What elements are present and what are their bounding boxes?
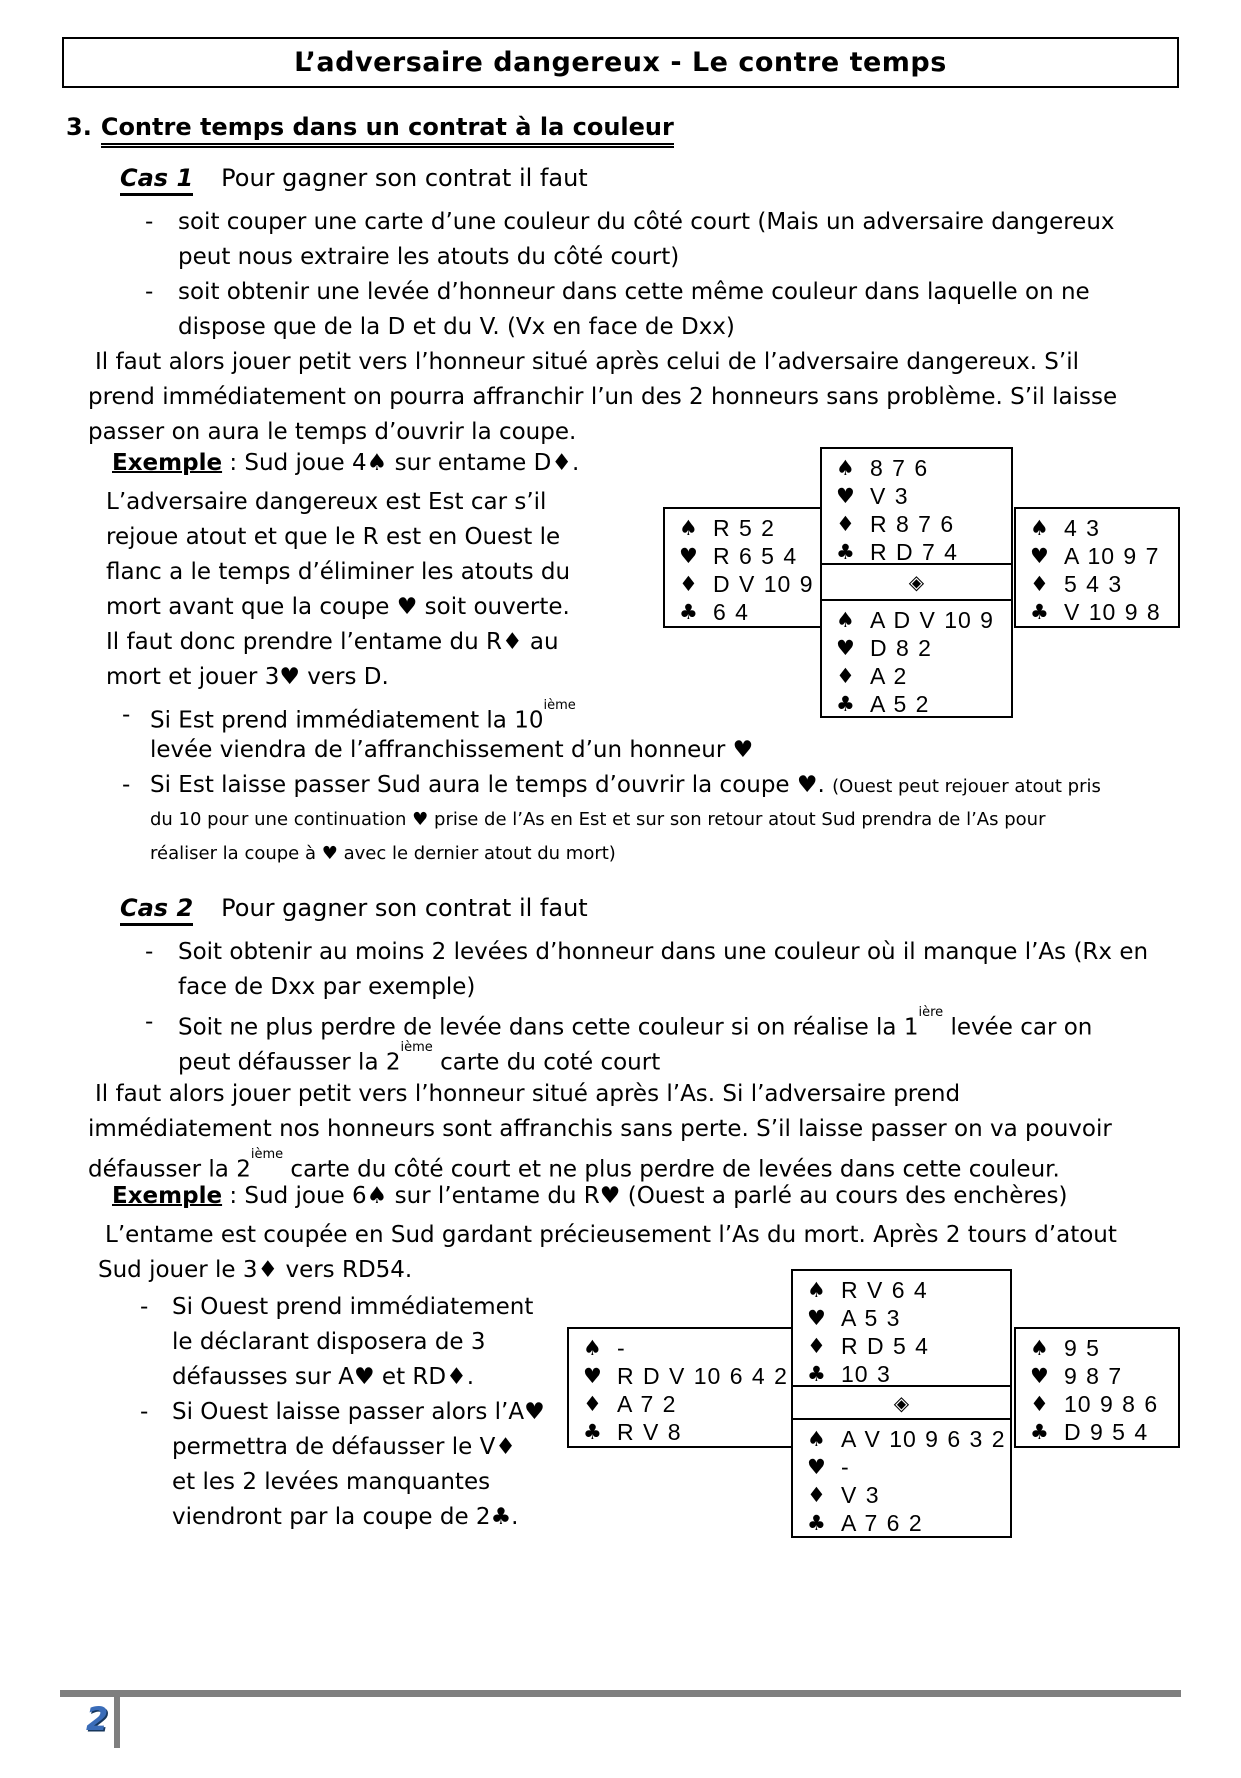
card-values: R 5 2: [713, 514, 775, 541]
card-values: A 5 2: [870, 690, 930, 717]
hand-row: [807, 1276, 1010, 1304]
diagram1-center-strip: [820, 565, 1013, 599]
text-part: Si Est laisse passer Sud aura le temps d’ouvrir la coupe ♥.: [150, 772, 833, 798]
exemple1-bullet1: [150, 698, 753, 768]
text-line: [88, 1147, 1112, 1182]
text-line: soit obtenir une levée d’honneur dans cette même couleur dans laquelle on ne: [178, 279, 1090, 305]
spade-icon: ♠: [836, 608, 855, 632]
hand-row: [1030, 570, 1178, 598]
text-line: réaliser la coupe à ♥ avec le dernier atout du mort): [150, 843, 616, 864]
text-line: et les 2 levées manquantes: [172, 1469, 491, 1495]
heart-icon: ♥: [1030, 1364, 1049, 1388]
cas2-label: Cas 2: [120, 894, 193, 926]
text-part: Si Est prend immédiatement la 10: [150, 707, 544, 734]
hand-row: [807, 1453, 1010, 1481]
text-line: L’adversaire dangereux est Est car s’il: [106, 489, 547, 515]
spade-icon: ♠: [807, 1427, 826, 1451]
diagram1-west-hand: [663, 507, 822, 628]
superscript: ière: [918, 1005, 944, 1020]
text-line: permettra de défausser le V♦: [172, 1434, 516, 1460]
text-line: dispose que de la D et du V. (Vx en face de Dxx): [178, 314, 735, 340]
diamond-icon: ♦: [583, 1392, 602, 1416]
card-values: R 8 7 6: [870, 510, 955, 537]
title-box: [62, 37, 1179, 88]
text-line: [150, 698, 753, 733]
card-values: -: [617, 1334, 626, 1361]
text-line: Si Ouest prend immédiatement: [172, 1294, 534, 1320]
text-part: défausser la 2: [88, 1156, 251, 1183]
card-values: A V 10 9 6 3 2: [841, 1425, 1006, 1452]
card-values: -: [841, 1453, 850, 1480]
superscript: ième: [543, 698, 576, 713]
card-values: R 6 5 4: [713, 542, 798, 569]
cas2-bullets: [178, 935, 1148, 1075]
text-line: levée viendra de l’affranchissement d’un honneur ♥: [150, 737, 754, 763]
diagram1-south-hand: [820, 599, 1013, 718]
exemple1-column: [106, 485, 570, 695]
card-values: A 10 9 7: [1064, 542, 1160, 569]
card-values: 9 8 7: [1064, 1362, 1123, 1389]
text-line: [150, 768, 1101, 803]
hand-row: [1030, 1362, 1178, 1390]
hand-row: [836, 662, 1011, 690]
exemple2-line: [112, 1183, 1067, 1209]
bullet-dash: -: [145, 939, 154, 965]
text-line: le déclarant disposera de 3: [172, 1329, 486, 1355]
club-icon: ♣: [836, 540, 855, 564]
spade-icon: ♠: [807, 1278, 826, 1302]
spade-icon: ♠: [836, 456, 855, 480]
text-line: Il faut alors jouer petit vers l’honneur situé après l’As. Si l’adversaire prend: [95, 1081, 961, 1107]
text-line: peut nous extraire les atouts du côté court): [178, 244, 680, 270]
text-line: Soit obtenir au moins 2 levées d’honneur dans une couleur où il manque l’As (Rx en: [178, 939, 1149, 965]
text-line: [178, 1005, 1148, 1040]
footer-vertical-bar: [114, 1690, 120, 1748]
card-values: R D V 10 6 4 2: [617, 1362, 788, 1389]
bullet-dash: -: [145, 1009, 154, 1035]
text-line: [178, 1040, 1148, 1075]
card-values: V 10 9 8: [1064, 598, 1161, 625]
diamond-icon: ♦: [807, 1334, 826, 1358]
text-line: prend immédiatement on pourra affranchir l’un des 2 honneurs sans problème. S’il laisse: [88, 384, 1118, 410]
hand-row: [807, 1481, 1010, 1509]
bullet-dash: -: [122, 702, 131, 728]
paragraph-1: [88, 345, 1118, 450]
text-line: flanc a le temps d’éliminer les atouts du: [106, 559, 571, 585]
card-values: 4 3: [1064, 514, 1100, 541]
hand-row: [679, 542, 820, 570]
superscript: ième: [400, 1040, 433, 1055]
hand-row: [679, 514, 820, 542]
cas1-label: Cas 1: [120, 164, 193, 196]
section-heading: [66, 113, 674, 148]
hand-row: [583, 1390, 791, 1418]
card-values: V 3: [841, 1481, 880, 1508]
diagram2-south-hand: [791, 1418, 1012, 1538]
diamond-icon: ♦: [836, 512, 855, 536]
card-values: 6 4: [713, 598, 749, 625]
cas1-intro: Pour gagner son contrat il faut: [221, 164, 588, 192]
hand-row: [583, 1334, 791, 1362]
text-line: Sud jouer le 3♦ vers RD54.: [98, 1257, 413, 1283]
hand-row: [1030, 598, 1178, 626]
hand-row: [583, 1362, 791, 1390]
card-values: A D V 10 9: [870, 606, 994, 633]
cas2-intro: Pour gagner son contrat il faut: [221, 894, 588, 922]
footer-horizontal-bar: [60, 1690, 1181, 1697]
card-values: D V 10 9: [713, 570, 814, 597]
text-line: Si Ouest laisse passer alors l’A♥: [172, 1399, 545, 1425]
club-icon: ♣: [583, 1420, 602, 1444]
text-line: Il faut alors jouer petit vers l’honneur situé après celui de l’adversaire dangereux. S’il: [95, 349, 1080, 375]
hand-row: [1030, 542, 1178, 570]
hand-row: [836, 538, 1011, 566]
hand-row: [807, 1332, 1010, 1360]
text-line: passer on aura le temps d’ouvrir la coupe.: [88, 419, 577, 445]
hand-row: [836, 606, 1011, 634]
diamond-icon: ♦: [807, 1483, 826, 1507]
paragraph-2: [88, 1077, 1112, 1183]
diamond-marker-icon: ◈: [908, 570, 925, 594]
text-part: carte du côté court et ne plus perdre de levées dans cette couleur.: [283, 1156, 1060, 1183]
card-values: R D 5 4: [841, 1332, 929, 1359]
heart-icon: ♥: [807, 1455, 826, 1479]
text-line: L’entame est coupée en Sud gardant précieusement l’As du mort. Après 2 tours d’atout: [105, 1222, 1117, 1248]
card-values: A 5 3: [841, 1304, 901, 1331]
hand-row: [1030, 1334, 1178, 1362]
superscript: ième: [250, 1147, 284, 1162]
diagram2-north-hand: [791, 1269, 1012, 1387]
text-part-small: (Ouest peut rejouer atout pris: [832, 776, 1101, 797]
bullet-dash: -: [145, 209, 154, 235]
page-number: 2: [86, 1700, 109, 1738]
hand-row: [836, 690, 1011, 718]
text-line: du 10 pour une continuation ♥ prise de l’As en Est et sur son retour atout Sud prendra de l’As pour: [150, 809, 1046, 830]
page-title: L’adversaire dangereux - Le contre temps: [294, 47, 947, 78]
diamond-marker-icon: ◈: [893, 1390, 910, 1415]
hand-row: [583, 1418, 791, 1446]
diamond-icon: ♦: [679, 572, 698, 596]
cas1-header: [120, 164, 588, 196]
hand-row: [836, 454, 1011, 482]
spade-icon: ♠: [679, 516, 698, 540]
heart-icon: ♥: [1030, 544, 1049, 568]
exemple1-label: Exemple: [112, 450, 223, 476]
hand-row: [679, 570, 820, 598]
card-values: 5 4 3: [1064, 570, 1123, 597]
card-values: A 2: [870, 662, 908, 689]
exemple2-text: : Sud joue 6♠ sur l’entame du R♥ (Ouest a parlé au cours des enchères): [222, 1183, 1068, 1209]
cas1-bullets: [178, 205, 1115, 345]
diagram1-east-hand: [1014, 507, 1180, 628]
heart-icon: ♥: [679, 544, 698, 568]
section-heading-text: Contre temps dans un contrat à la couleur: [101, 113, 674, 148]
text-part: Soit ne plus perdre de levée dans cette couleur si on réalise la 1: [178, 1014, 919, 1041]
hand-row: [807, 1425, 1010, 1453]
card-values: 10 3: [841, 1360, 891, 1387]
hand-row: [807, 1360, 1010, 1388]
card-values: 8 7 6: [870, 454, 929, 481]
hand-row: [836, 634, 1011, 662]
diamond-icon: ♦: [836, 664, 855, 688]
diamond-icon: ♦: [1030, 572, 1049, 596]
text-part: peut défausser la 2: [178, 1049, 401, 1076]
bullet-dash: -: [140, 1294, 149, 1320]
cas2-header: [120, 894, 588, 926]
club-icon: ♣: [836, 692, 855, 716]
card-values: D 9 5 4: [1064, 1418, 1149, 1445]
spade-icon: ♠: [583, 1336, 602, 1360]
club-icon: ♣: [807, 1511, 826, 1535]
heart-icon: ♥: [836, 636, 855, 660]
card-values: 9 5: [1064, 1334, 1100, 1361]
hand-row: [836, 482, 1011, 510]
card-values: R D 7 4: [870, 538, 958, 565]
club-icon: ♣: [679, 600, 698, 624]
diamond-icon: ♦: [1030, 1392, 1049, 1416]
card-values: 10 9 8 6: [1064, 1390, 1159, 1417]
diagram1-north-hand: [820, 447, 1013, 565]
hand-row: [1030, 1390, 1178, 1418]
text-part: levée car on: [943, 1014, 1093, 1041]
bullet-dash: -: [145, 279, 154, 305]
spade-icon: ♠: [1030, 516, 1049, 540]
exemple2-label: Exemple: [112, 1183, 223, 1209]
card-values: R V 8: [617, 1418, 682, 1445]
text-line: défausses sur A♥ et RD♦.: [172, 1364, 475, 1390]
hand-row: [807, 1509, 1010, 1537]
bullet-dash: -: [122, 772, 131, 798]
club-icon: ♣: [1030, 600, 1049, 624]
text-line: soit couper une carte d’une couleur du côté court (Mais un adversaire dangereux: [178, 209, 1115, 235]
card-values: A 7 6 2: [841, 1509, 923, 1536]
hand-row: [836, 510, 1011, 538]
section-number: 3.: [66, 113, 92, 141]
club-icon: ♣: [807, 1362, 826, 1386]
card-values: R V 6 4: [841, 1276, 928, 1303]
text-line: rejoue atout et que le R est en Ouest le: [106, 524, 561, 550]
text-line: mort et jouer 3♥ vers D.: [106, 664, 389, 690]
club-icon: ♣: [1030, 1420, 1049, 1444]
exemple1-line: [112, 450, 579, 476]
diagram2-west-hand: [567, 1327, 793, 1448]
exemple1-text: : Sud joue 4♠ sur entame D♦.: [222, 450, 580, 476]
spade-icon: ♠: [1030, 1336, 1049, 1360]
heart-icon: ♥: [836, 484, 855, 508]
text-line: viendront par la coupe de 2♣.: [172, 1504, 519, 1530]
text-part: carte du coté court: [432, 1049, 661, 1076]
bullet-dash: -: [140, 1399, 149, 1425]
text-line: mort avant que la coupe ♥ soit ouverte.: [106, 594, 570, 620]
exemple2-bullets: [172, 1290, 545, 1535]
diagram2-center-strip: [791, 1387, 1012, 1418]
text-line: Il faut donc prendre l’entame du R♦ au: [106, 629, 559, 655]
hand-row: [807, 1304, 1010, 1332]
hand-row: [1030, 514, 1178, 542]
diagram2-east-hand: [1014, 1327, 1180, 1448]
text-line: immédiatement nos honneurs sont affranchis sans perte. S’il laisse passer on va pouvoir: [88, 1116, 1112, 1142]
hand-row: [679, 598, 820, 626]
text-line: face de Dxx par exemple): [178, 974, 476, 1000]
card-values: D 8 2: [870, 634, 932, 661]
hand-row: [1030, 1418, 1178, 1446]
card-values: V 3: [870, 482, 909, 509]
heart-icon: ♥: [583, 1364, 602, 1388]
exemple1-bullet2: [150, 768, 1101, 871]
card-values: A 7 2: [617, 1390, 677, 1417]
heart-icon: ♥: [807, 1306, 826, 1330]
